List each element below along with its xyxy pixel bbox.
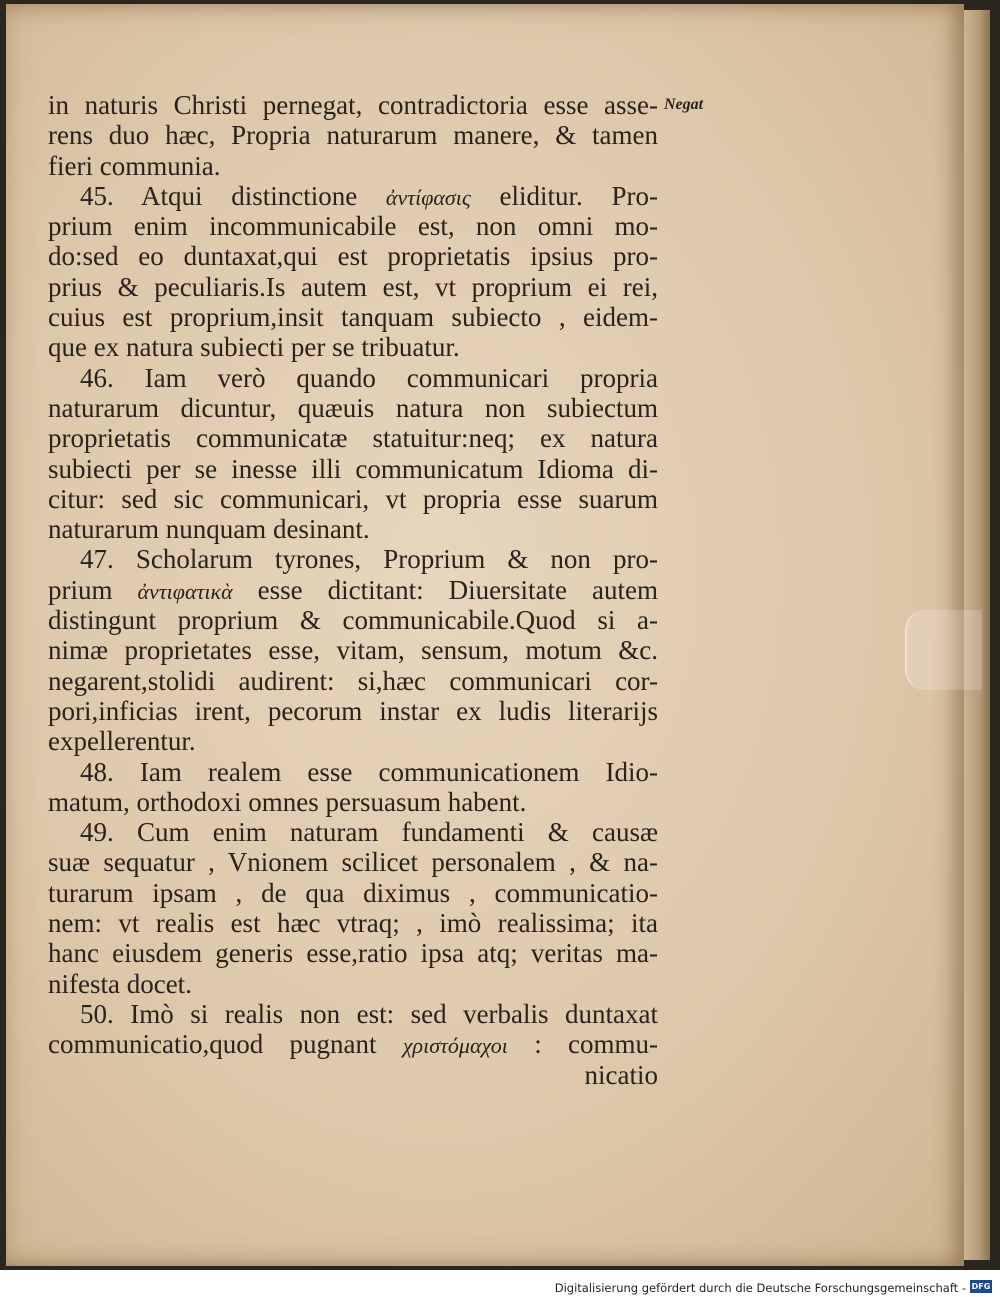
body-text (48, 90, 658, 1090)
line-text: Iam realem esse communicationem Idio- (139, 756, 659, 787)
text-line (48, 1060, 658, 1090)
paragraph-number: 50. (80, 998, 114, 1029)
greek-term: ἀντιφατικὰ (137, 578, 233, 604)
line-text: do:sed eo duntaxat,qui est proprietatis ipsius pro- (48, 241, 658, 272)
line-text: Scholarum tyrones, Proprium & non pro- (135, 544, 658, 575)
text-line (48, 241, 658, 271)
text-line (48, 90, 658, 120)
text-line (48, 211, 658, 241)
text-line (48, 363, 658, 393)
line-text: prium (48, 574, 113, 605)
line-text: cuius est proprium,insit tanquam subiecto , eidem- (48, 302, 658, 333)
text-line (48, 908, 658, 938)
line-text: communicatio,quod pugnant (48, 1029, 377, 1060)
text-line (48, 393, 658, 423)
line-text: matum, orthodoxi omnes persuasum habent. (48, 786, 527, 817)
line-text: : commu- (534, 1029, 658, 1060)
text-line (48, 605, 658, 635)
line-text: distingunt proprium & communicabile.Quod si a- (48, 605, 658, 636)
line-text: Imò si realis non est: sed verbalis duntaxat (130, 998, 658, 1029)
text-line (48, 938, 658, 968)
text-line (48, 514, 658, 544)
greek-term: χριστόμαχοι (402, 1033, 508, 1059)
paragraph-number: 49. (80, 817, 114, 848)
paragraph-number: 46. (80, 362, 114, 393)
text-line (48, 484, 658, 514)
text-line (48, 787, 658, 817)
text-line (48, 423, 658, 453)
text-line (48, 635, 658, 665)
line-text: nifesta docet. (48, 968, 192, 999)
line-text: que ex natura subiecti per se tribuatur. (48, 332, 460, 363)
line-text: fieri communia. (48, 150, 221, 181)
line-text: pori,inficias irent, pecorum instar ex ludis literarijs (48, 695, 658, 726)
line-text: eliditur. Pro- (499, 180, 658, 211)
text-line (48, 332, 658, 362)
text-line (48, 757, 658, 787)
line-text: prius & peculiaris.Is autem est, vt proprium ei rei, (48, 271, 658, 302)
line-text: negarent,stolidi audirent: si,hæc communicari cor- (48, 665, 658, 696)
text-line (48, 847, 658, 877)
text-line (48, 817, 658, 847)
line-text: suæ sequatur , Vnionem scilicet personalem , & na- (48, 847, 658, 878)
line-text: citur: sed sic communicari, vt propria esse suarum (48, 483, 658, 514)
line-text: Iam verò quando communicari propria (144, 362, 659, 393)
page-fold (905, 610, 982, 690)
text-line (48, 878, 658, 908)
paragraph-number: 47. (80, 544, 114, 575)
line-text: naturarum nunquam desinant. (48, 514, 370, 545)
line-text: rens duo hæc, Propria naturarum manere, & tamen (48, 120, 658, 151)
footer-credit: Digitalisierung gefördert durch die Deutsche Forschungsgemeinschaft - (554, 1281, 966, 1295)
text-line (48, 272, 658, 302)
line-text: nimæ proprietates esse, vitam, sensum, motum &c. (48, 635, 658, 666)
text-line (48, 120, 658, 150)
marginal-note: Negat (664, 96, 704, 113)
text-line (48, 969, 658, 999)
greek-term: ἀντίφασις (385, 184, 471, 210)
paragraph-number: 45. (80, 180, 114, 211)
text-line (48, 696, 658, 726)
line-text: Atqui distinctione (140, 180, 358, 211)
line-text: esse dictitant: Diuersitate autem (257, 574, 658, 605)
line-text: proprietatis communicatæ statuitur:neq; ex natura (48, 423, 658, 454)
text-line (48, 181, 658, 211)
line-text: Cum enim naturam fundamenti & causæ (136, 817, 658, 848)
text-line (48, 151, 658, 181)
text-line (48, 1029, 658, 1059)
text-line (48, 575, 658, 605)
line-text: prium enim incommunicabile est, non omni mo- (48, 211, 658, 242)
text-line (48, 302, 658, 332)
text-line (48, 666, 658, 696)
line-text: turarum ipsam , de qua diximus , communicatio- (48, 877, 658, 908)
line-text: expellerentur. (48, 726, 196, 757)
text-line (48, 999, 658, 1029)
line-text: naturarum dicuntur, quæuis natura non subiectum (48, 392, 658, 423)
text-line (48, 454, 658, 484)
text-line (48, 726, 658, 756)
dfg-logo: DFG (971, 1282, 991, 1291)
line-text: in naturis Christi pernegat, contradictoria esse asse- (48, 90, 658, 120)
line-text: subiecti per se inesse illi communicatum Idioma di- (48, 453, 658, 484)
line-text: nicatio (584, 1059, 658, 1090)
text-line (48, 544, 658, 574)
line-text: hanc eiusdem generis esse,ratio ipsa atq; veritas ma- (48, 938, 658, 969)
paragraph-number: 48. (80, 756, 114, 787)
line-text: nem: vt realis est hæc vtraq; , imò realissima; ita (48, 908, 658, 939)
